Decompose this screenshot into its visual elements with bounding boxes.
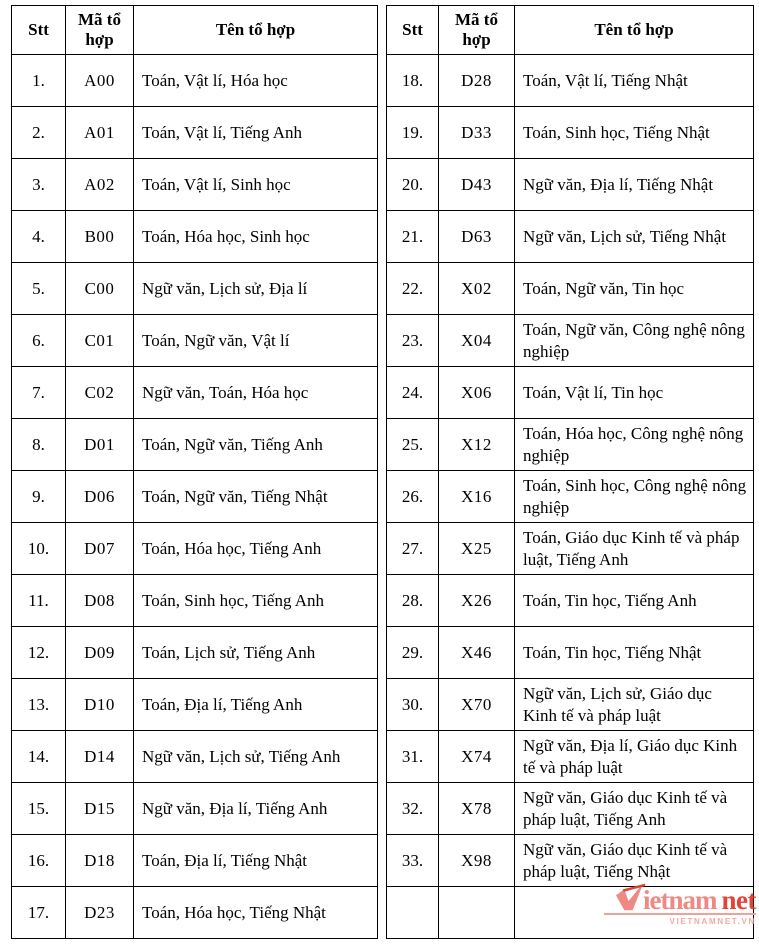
- combination-name-cell: Toán, Địa lí, Tiếng Anh: [134, 679, 378, 731]
- row-number-cell: 19.: [387, 107, 439, 159]
- combination-code-cell: X78: [439, 783, 515, 835]
- combination-code-cell: C00: [66, 263, 134, 315]
- combination-name-cell: Toán, Vật lí, Sinh học: [134, 159, 378, 211]
- brand-suffix: net: [721, 885, 756, 916]
- combination-name-cell: Toán, Địa lí, Tiếng Nhật: [134, 835, 378, 887]
- combination-name-cell: Ngữ văn, Toán, Hóa học: [134, 367, 378, 419]
- combination-name-cell: Ngữ văn, Lịch sử, Giáo dục Kinh tế và pháp luật: [515, 679, 754, 731]
- row-number-cell: [387, 887, 439, 939]
- table-row: [12, 783, 378, 835]
- row-number-cell: 8.: [12, 419, 66, 471]
- row-number-cell: 7.: [12, 367, 66, 419]
- combination-code-cell: D43: [439, 159, 515, 211]
- combination-code-cell: B00: [66, 211, 134, 263]
- combination-name-cell: Toán, Ngữ văn, Tin học: [515, 263, 754, 315]
- row-number-cell: 16.: [12, 835, 66, 887]
- combination-name-cell: Toán, Lịch sử, Tiếng Anh: [134, 627, 378, 679]
- combination-name-cell: Toán, Hóa học, Tiếng Anh: [134, 523, 378, 575]
- header-row: [12, 6, 378, 55]
- combination-name-cell: Ngữ văn, Địa lí, Tiếng Anh: [134, 783, 378, 835]
- combination-code-cell: X12: [439, 419, 515, 471]
- combination-code-cell: X25: [439, 523, 515, 575]
- combination-code-cell: A01: [66, 107, 134, 159]
- row-number-cell: 5.: [12, 263, 66, 315]
- combination-code-cell: X02: [439, 263, 515, 315]
- combination-name-cell: Toán, Hóa học, Tiếng Nhật: [134, 887, 378, 939]
- table-row: [12, 367, 378, 419]
- combination-name-cell: Ngữ văn, Địa lí, Giáo dục Kinh tế và pháp luật: [515, 731, 754, 783]
- combination-code-cell: D18: [66, 835, 134, 887]
- combination-name-cell: Ngữ văn, Lịch sử, Tiếng Nhật: [515, 211, 754, 263]
- combination-code-cell: D28: [439, 55, 515, 107]
- combination-code-cell: D06: [66, 471, 134, 523]
- combination-name-cell: Toán, Tin học, Tiếng Nhật: [515, 627, 754, 679]
- table-row: [387, 471, 754, 523]
- row-number-cell: 18.: [387, 55, 439, 107]
- combination-code-cell: D33: [439, 107, 515, 159]
- combination-code-cell: [439, 887, 515, 939]
- combination-name-cell: Ngữ văn, Lịch sử, Địa lí: [134, 263, 378, 315]
- row-number-cell: 11.: [12, 575, 66, 627]
- table-row: [387, 211, 754, 263]
- combination-code-cell: D08: [66, 575, 134, 627]
- vietnamnet-v-icon: [616, 881, 646, 912]
- row-number-cell: 29.: [387, 627, 439, 679]
- table-row: [12, 835, 378, 887]
- table-row: [12, 107, 378, 159]
- row-number-cell: 23.: [387, 315, 439, 367]
- table-row: [387, 159, 754, 211]
- combination-name-cell: Toán, Hóa học, Công nghệ nông nghiệp: [515, 419, 754, 471]
- combination-name-cell: Ngữ văn, Lịch sử, Tiếng Anh: [134, 731, 378, 783]
- combination-name-cell: Toán, Vật lí, Hóa học: [134, 55, 378, 107]
- row-number-cell: 4.: [12, 211, 66, 263]
- row-number-cell: 32.: [387, 783, 439, 835]
- combination-code-cell: X04: [439, 315, 515, 367]
- table-row: [387, 835, 754, 887]
- table-row: [12, 55, 378, 107]
- combination-code-cell: D23: [66, 887, 134, 939]
- table-row: [387, 575, 754, 627]
- subject-combination-tables: [11, 5, 754, 939]
- table-row: [12, 627, 378, 679]
- combination-code-cell: D09: [66, 627, 134, 679]
- row-number-cell: 12.: [12, 627, 66, 679]
- brand-prefix: ietnam: [643, 885, 717, 916]
- table-row: [12, 887, 378, 939]
- row-number-cell: 14.: [12, 731, 66, 783]
- vietnamnet-wordmark: [604, 881, 756, 915]
- combination-name-cell: Toán, Ngữ văn, Tiếng Nhật: [134, 471, 378, 523]
- header-stt: Stt: [12, 6, 66, 55]
- combination-name-cell: Toán, Tin học, Tiếng Anh: [515, 575, 754, 627]
- combination-code-cell: D01: [66, 419, 134, 471]
- header-name: Tên tổ hợp: [134, 6, 378, 55]
- combination-code-cell: D10: [66, 679, 134, 731]
- combination-code-cell: X46: [439, 627, 515, 679]
- combination-code-cell: D14: [66, 731, 134, 783]
- combination-code-cell: A00: [66, 55, 134, 107]
- table-row: [12, 523, 378, 575]
- combination-code-cell: D63: [439, 211, 515, 263]
- row-number-cell: 25.: [387, 419, 439, 471]
- vietnamnet-watermark: [604, 881, 756, 926]
- combination-name-cell: Ngữ văn, Giáo dục Kinh tế và pháp luật, Tiếng Anh: [515, 783, 754, 835]
- table-row: [12, 263, 378, 315]
- table-row: [12, 211, 378, 263]
- combination-name-cell: Toán, Vật lí, Tiếng Nhật: [515, 55, 754, 107]
- brand-tagline: VIETNAMNET.VN: [669, 917, 756, 926]
- table-row: [12, 575, 378, 627]
- combination-code-cell: X26: [439, 575, 515, 627]
- combination-code-cell: C01: [66, 315, 134, 367]
- header-code: Mã tổ hợp: [439, 6, 515, 55]
- table-row: [12, 315, 378, 367]
- row-number-cell: 3.: [12, 159, 66, 211]
- table-row: [12, 471, 378, 523]
- table-body-left: [12, 55, 378, 939]
- combination-code-cell: D15: [66, 783, 134, 835]
- table-row: [387, 627, 754, 679]
- row-number-cell: 15.: [12, 783, 66, 835]
- row-number-cell: 30.: [387, 679, 439, 731]
- row-number-cell: 22.: [387, 263, 439, 315]
- combination-name-cell: Toán, Vật lí, Tin học: [515, 367, 754, 419]
- header-code: Mã tổ hợp: [66, 6, 134, 55]
- table-row: [387, 315, 754, 367]
- row-number-cell: 21.: [387, 211, 439, 263]
- combination-name-cell: Toán, Giáo dục Kinh tế và pháp luật, Tiếng Anh: [515, 523, 754, 575]
- combination-name-cell: Toán, Sinh học, Tiếng Nhật: [515, 107, 754, 159]
- table-row: [12, 419, 378, 471]
- row-number-cell: 10.: [12, 523, 66, 575]
- table-row: [387, 263, 754, 315]
- combination-code-cell: X06: [439, 367, 515, 419]
- combination-name-cell: Toán, Sinh học, Tiếng Anh: [134, 575, 378, 627]
- combination-name-cell: Toán, Ngữ văn, Tiếng Anh: [134, 419, 378, 471]
- combination-name-cell: Toán, Sinh học, Công nghệ nông nghiệp: [515, 471, 754, 523]
- table-row: [387, 55, 754, 107]
- table-row: [387, 783, 754, 835]
- combination-code-cell: X16: [439, 471, 515, 523]
- row-number-cell: 24.: [387, 367, 439, 419]
- combination-name-cell: Toán, Hóa học, Sinh học: [134, 211, 378, 263]
- row-number-cell: 9.: [12, 471, 66, 523]
- row-number-cell: 6.: [12, 315, 66, 367]
- table-row: [387, 107, 754, 159]
- combination-code-cell: X98: [439, 835, 515, 887]
- table-row: [387, 419, 754, 471]
- row-number-cell: 28.: [387, 575, 439, 627]
- combination-code-cell: C02: [66, 367, 134, 419]
- subject-combination-table-right: [386, 5, 754, 939]
- combination-code-cell: A02: [66, 159, 134, 211]
- row-number-cell: 20.: [387, 159, 439, 211]
- row-number-cell: 17.: [12, 887, 66, 939]
- table-row: [387, 679, 754, 731]
- header-stt: Stt: [387, 6, 439, 55]
- combination-name-cell: Ngữ văn, Địa lí, Tiếng Nhật: [515, 159, 754, 211]
- combination-name-cell: Ngữ văn, Giáo dục Kinh tế và pháp luật, Tiếng Nhật: [515, 835, 754, 887]
- row-number-cell: 27.: [387, 523, 439, 575]
- table-row: [12, 679, 378, 731]
- row-number-cell: 26.: [387, 471, 439, 523]
- table-row: [387, 367, 754, 419]
- combination-name-cell: Toán, Ngữ văn, Công nghệ nông nghiệp: [515, 315, 754, 367]
- combination-name-cell: Toán, Vật lí, Tiếng Anh: [134, 107, 378, 159]
- table-row: [12, 731, 378, 783]
- brand-text: [643, 885, 756, 916]
- table-row: [387, 731, 754, 783]
- row-number-cell: 2.: [12, 107, 66, 159]
- table-body-right: [387, 55, 754, 939]
- row-number-cell: 33.: [387, 835, 439, 887]
- row-number-cell: 13.: [12, 679, 66, 731]
- combination-code-cell: D07: [66, 523, 134, 575]
- header-row: [387, 6, 754, 55]
- combination-code-cell: X70: [439, 679, 515, 731]
- combination-name-cell: Toán, Ngữ văn, Vật lí: [134, 315, 378, 367]
- row-number-cell: 1.: [12, 55, 66, 107]
- header-name: Tên tổ hợp: [515, 6, 754, 55]
- combination-code-cell: X74: [439, 731, 515, 783]
- table-row: [12, 159, 378, 211]
- row-number-cell: 31.: [387, 731, 439, 783]
- table-row: [387, 523, 754, 575]
- subject-combination-table-left: [11, 5, 378, 939]
